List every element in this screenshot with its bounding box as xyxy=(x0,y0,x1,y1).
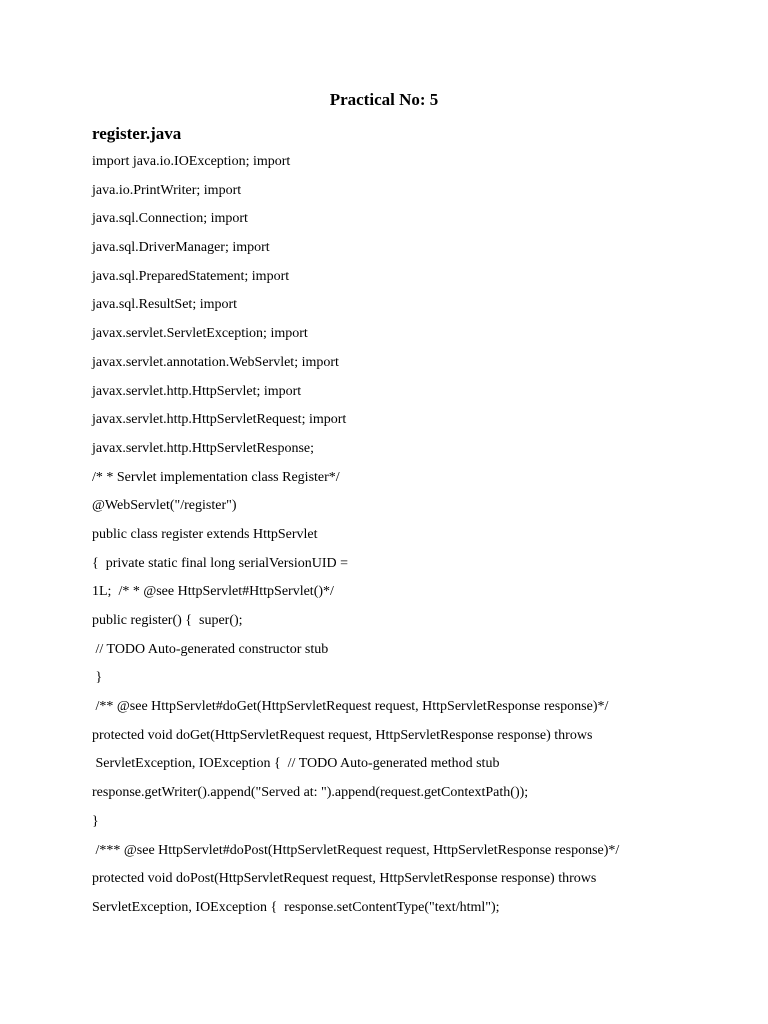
code-line: { private static final long serialVersionUID = xyxy=(92,555,349,571)
page-title: Practical No: 5 xyxy=(329,90,439,109)
code-line: javax.servlet.ServletException; import xyxy=(92,326,308,342)
code-line: 1L; /* * @see HttpServlet#HttpServlet()*/ xyxy=(92,584,334,600)
code-line: public class register extends HttpServlet xyxy=(92,526,318,542)
code-line: protected void doGet(HttpServletRequest request, HttpServletResponse response) throws xyxy=(92,727,593,743)
code-line: javax.servlet.http.HttpServletRequest; import xyxy=(92,412,347,428)
code-line: java.sql.DriverManager; import xyxy=(92,240,270,256)
code-line: } xyxy=(92,813,99,829)
code-line: response.getWriter().append("Served at: ").append(request.getContextPath()); xyxy=(92,785,529,801)
code-line: protected void doPost(HttpServletRequest request, HttpServletResponse response) throws xyxy=(92,871,597,887)
file-name-heading: register.java xyxy=(92,124,182,143)
code-line: public register() { super(); xyxy=(92,613,243,628)
code-line: ServletException, IOException { response.setContentType("text/html"); xyxy=(92,899,500,915)
code-line: java.sql.Connection; import xyxy=(92,211,248,227)
code-line: java.sql.PreparedStatement; import xyxy=(92,268,290,284)
code-line: // TODO Auto-generated constructor stub xyxy=(92,641,329,657)
code-line: /* * Servlet implementation class Register*/ xyxy=(92,469,340,485)
code-line: import java.io.IOException; import xyxy=(92,154,291,169)
code-line: javax.servlet.http.HttpServletResponse; xyxy=(92,440,315,456)
code-line: @WebServlet("/register") xyxy=(92,498,237,514)
code-listing xyxy=(92,151,712,926)
code-line: javax.servlet.annotation.WebServlet; import xyxy=(92,354,339,370)
code-line: java.sql.ResultSet; import xyxy=(92,297,238,313)
code-line: java.io.PrintWriter; import xyxy=(92,182,242,198)
code-line: javax.servlet.http.HttpServlet; import xyxy=(92,383,302,399)
code-line: /*** @see HttpServlet#doPost(HttpServletRequest request, HttpServletResponse response)*/ xyxy=(92,842,620,858)
code-line: ServletException, IOException { // TODO Auto-generated method stub xyxy=(92,756,500,772)
code-line: } xyxy=(92,670,103,686)
code-line: /** @see HttpServlet#doGet(HttpServletRequest request, HttpServletResponse response)*/ xyxy=(92,699,609,715)
